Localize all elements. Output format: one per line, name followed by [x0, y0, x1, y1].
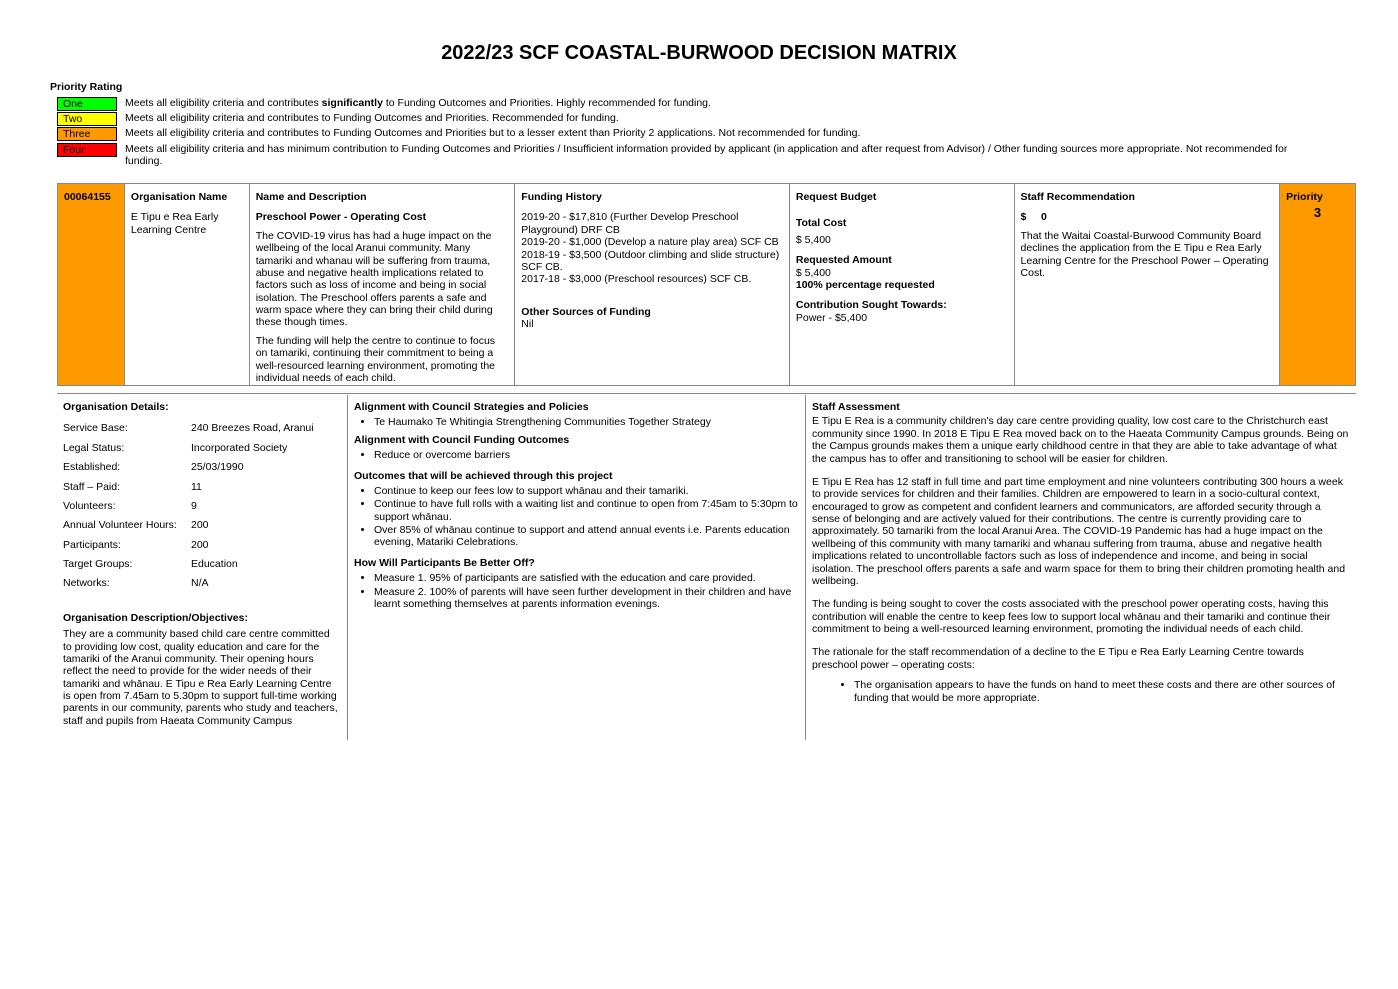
legend-text-two: Meets all eligibility criteria and contributes to Funding Outcomes and Priorities. Recommended for funding.: [125, 112, 619, 124]
org-detail-row: Volunteers: 9: [63, 499, 197, 512]
org-name: E Tipu e Rea Early Learning Centre: [130, 211, 219, 236]
achieved-outcomes-header: Outcomes that will be achieved through this project: [354, 469, 613, 482]
strategies-list: [354, 416, 799, 428]
staff-assessment-header: Staff Assessment: [812, 401, 900, 413]
other-sources-value: Nil: [521, 318, 534, 330]
priority-header: Priority: [1286, 191, 1323, 203]
total-cost-value: $ 5,400: [795, 233, 831, 246]
assessment-paragraph-1: E Tipu E Rea is a community children's day care centre providing quality, low cost care to the Christchurch east community since 1990. In 2018 E Tipu E Rea moved back on to the Haeata Community Campus grounds. Being on the Campus grounds makes them a unique early childhood centre in that they are able to take advantage of what the campus has to offer and transitioning to school will be easier for children.: [812, 415, 1349, 465]
funding-history-item: 2019-20 - $1,000 (Develop a nature play area) SCF CB: [521, 236, 779, 249]
priority-rating-label: Priority Rating: [50, 81, 123, 93]
achieved-outcomes-list: [354, 485, 799, 549]
list-item: • Over 85% of whānau continue to support and attend annual events i.e. Parents education evening, Matariki Celebrations.: [374, 524, 799, 549]
list-item: • Measure 2. 100% of parents will have seen further development in their children and have learnt something themselves at parents information evenings.: [374, 586, 799, 611]
list-item: • Te Haumako Te Whitingia Strengthening Communities Together Strategy: [374, 416, 799, 428]
org-detail-row: Participants: 200: [63, 538, 209, 551]
org-name-header: Organisation Name: [130, 191, 228, 203]
description-paragraph-1: The COVID-19 virus has had a huge impact on the wellbeing of the local Aranui community. Many tamariki and whanau will be suffering from trauma, abuse and negative health implications related to factors such as loss of income and being in social isolation. The Preschool offers parents a safe and warm space where they can bring their child during these though times.: [255, 229, 493, 329]
project-name: Preschool Power - Operating Cost: [255, 211, 427, 224]
total-cost-label: Total Cost: [795, 217, 847, 230]
other-sources-header: Other Sources of Funding: [521, 305, 651, 318]
legend-row-one: [57, 97, 1312, 111]
org-detail-row: Legal Status: Incorporated Society: [63, 441, 288, 454]
request-budget-cell: [790, 184, 1015, 385]
legend-text-four: Meets all eligibility criteria and has minimum contribution to Funding Outcomes and Priorities / Insufficient information provided by applicant (in application and after request from Advisor) / Other funding sources more appropriate. Not recommended for funding.: [125, 143, 1288, 167]
legend-swatch-four: Four: [57, 143, 117, 157]
details-section: [57, 395, 1356, 740]
better-off-header: How Will Participants Be Better Off?: [354, 556, 535, 569]
application-id: 00064155: [64, 191, 111, 203]
org-detail-row: Networks: N/A: [63, 577, 209, 590]
better-off-list: [354, 572, 799, 610]
application-table: [57, 183, 1356, 386]
org-detail-row: Staff – Paid: 11: [63, 480, 202, 493]
strategies-header: Alignment with Council Strategies and Policies: [354, 401, 589, 413]
funding-history-item: 2019-20 - $17,810 (Further Develop Preschool Playground) DRF CB: [521, 211, 739, 236]
org-detail-row: Annual Volunteer Hours: 200: [63, 519, 209, 532]
priority-legend: [57, 97, 1312, 168]
list-item: • Measure 1. 95% of participants are satisfied with the education and care provided.: [374, 572, 799, 584]
assessment-paragraph-4: The rationale for the staff recommendation of a decline to the E Tipu e Rea Early Learning Centre towards preschool power – operating costs:: [812, 646, 1304, 671]
description-cell: [250, 184, 516, 385]
staff-recommendation-text: That the Waitai Coastal-Burwood Community Board declines the application from the E Tipu e Rea Early Learning Centre for the Preschool Power – Operating Cost.: [1020, 229, 1269, 279]
org-detail-row: Established: 25/03/1990: [63, 461, 244, 474]
requested-amount-label: Requested Amount: [795, 254, 892, 267]
legend-swatch-two: Two: [57, 112, 117, 126]
legend-swatch-one: One: [57, 97, 117, 111]
legend-text-one: Meets all eligibility criteria and contributes significantly to Funding Outcomes and Priorities. Highly recommended for funding.: [125, 97, 711, 109]
percentage-requested: 100% percentage requested: [795, 278, 935, 291]
staff-assessment-column: [806, 395, 1356, 740]
organisation-details-column: [57, 395, 348, 740]
funding-history-cell: [515, 184, 790, 385]
section-divider: [57, 393, 1356, 394]
staff-recommendation-header: Staff Recommendation: [1020, 191, 1135, 203]
funding-history-header: Funding History: [521, 191, 602, 203]
list-item: • The organisation appears to have the funds on hand to meet these costs and there are other sources of funding that would be more appropriate.: [854, 679, 1350, 704]
organisation-cell: [125, 184, 250, 385]
funding-history-item: 2017-18 - $3,000 (Preschool resources) SCF CB.: [521, 273, 752, 286]
application-id-cell: [58, 184, 125, 385]
legend-row-two: [57, 112, 1312, 126]
legend-row-four: [57, 143, 1312, 167]
contribution-label: Contribution Sought Towards:: [795, 299, 947, 312]
org-objectives-text: They are a community based child care centre committed to providing low cost, quality education and care for the tamariki of the Aranui community. Their opening hours reflect the need to provide for the wider needs of their tamariki and whānau. E Tipu e Rea Early Learning Centre is open from 7.45am to 5.30pm to support full-time working parents in our community, parents who study and teachers, staff and pupils from Haeata Community Campus: [63, 628, 338, 727]
assessment-paragraph-2: E Tipu E Rea has 12 staff in full time and part time employment and nine volunteers contributing 300 hours a week to provide services for children and their families. Children are empowered to learn in a socio-cultural context, encouraged to grow as competent and confident learners and communicators, are afforded security through a sense of belonging and are actively valued for their contributions. The centre is currently providing care to approximately. 50 tamariki from the local Aranui Area. The COVID-19 Pandemic has had a huge impact on the wellbeing of this community with many tamariki and whanau suffering from trauma, abuse and negative health implications related to uncontrollable factors such as loss of independence and income, and being in social isolation. The preschool offers parents a safe and warm space for them to bring their children promoting health and wellbeing.: [812, 475, 1346, 587]
assessment-paragraph-3: The funding is being sought to cover the costs associated with the preschool power operating costs, having this contribution will enable the centre to keep fees low to support local whānau and their tamariki and continue their commitment to being a well-resourced learning environment, promoting the individual needs of each child.: [812, 598, 1331, 635]
funding-history-item: 2018-19 - $3,500 (Outdoor climbing and slide structure) SCF CB.: [521, 248, 780, 273]
legend-row-three: [57, 127, 1312, 141]
org-objectives-header: Organisation Description/Objectives:: [63, 611, 248, 624]
budget-header: Request Budget: [795, 191, 877, 203]
legend-swatch-three: Three: [57, 127, 117, 141]
org-detail-row: Target Groups: Education: [63, 558, 238, 570]
requested-amount-value: $ 5,400: [795, 266, 831, 279]
legend-text-three: Meets all eligibility criteria and contributes to Funding Outcomes and Priorities but to a lesser extent than Priority 2 applications. Not recommended for funding.: [125, 127, 861, 139]
page-title: 2022/23 SCF COASTAL-BURWOOD DECISION MATRIX: [441, 42, 957, 64]
list-item: • Continue to have full rolls with a waiting list and continue to open from 7:45am to 5:30pm to support whānau.: [374, 498, 799, 523]
priority-value: 3: [1313, 205, 1322, 221]
list-item: • Reduce or overcome barriers: [374, 449, 799, 461]
priority-cell: [1280, 184, 1355, 385]
staff-recommended-amount: $ 0: [1020, 211, 1047, 224]
description-header: Name and Description: [255, 191, 367, 203]
org-detail-row: Service Base: 240 Breezes Road, Aranui: [63, 422, 314, 435]
org-details-header: Organisation Details:: [63, 401, 169, 413]
funding-outcomes-list: [354, 449, 799, 461]
funding-outcomes-header: Alignment with Council Funding Outcomes: [354, 433, 570, 446]
contribution-value: Power - $5,400: [795, 311, 868, 324]
list-item: • Continue to keep our fees low to support whānau and their tamariki.: [374, 485, 799, 497]
description-paragraph-2: The funding will help the centre to continue to focus on tamariki, continuing their commitment to being a well-resourced learning environment, promoting the individual needs of each child.: [255, 334, 496, 384]
alignment-column: [348, 395, 806, 740]
staff-recommendation-cell: [1015, 184, 1281, 385]
assessment-bullets: [812, 679, 1350, 704]
